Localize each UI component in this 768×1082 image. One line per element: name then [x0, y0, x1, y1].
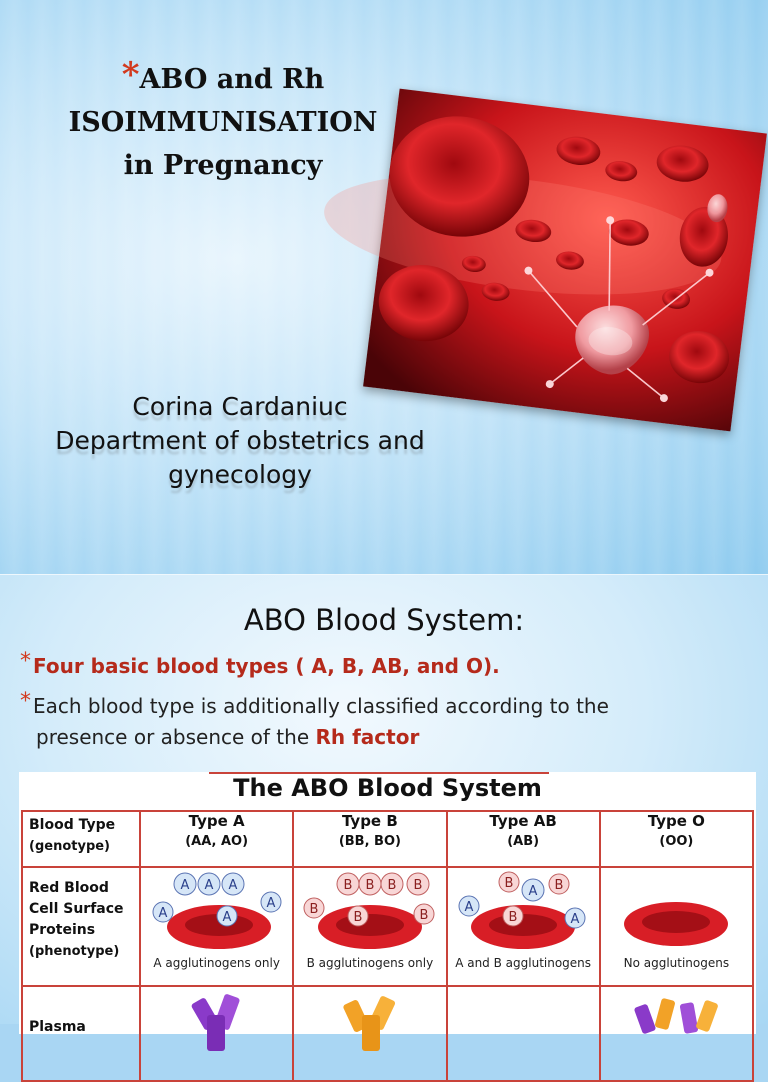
svg-text:B: B: [353, 910, 363, 925]
caption-type-b: B agglutinogens only: [306, 956, 434, 970]
col-type-ab-label: Type AB: [489, 812, 557, 830]
svg-text:A: A: [528, 884, 538, 899]
col-type-o-genotype: (OO): [659, 834, 694, 849]
title-line-3: in Pregnancy: [123, 150, 323, 181]
col-head-type-o: [600, 811, 753, 867]
svg-text:B: B: [343, 878, 353, 893]
col-type-a-genotype: (AA, AO): [185, 834, 249, 849]
slide-title: [40, 55, 406, 187]
bullet-rh-text-line2: presence or absence of the: [36, 725, 316, 749]
svg-text:A: A: [204, 878, 214, 893]
row-head-blood-type-line1: Blood Type: [29, 817, 116, 833]
abo-table-figure: [19, 772, 756, 1034]
cell-type-ab-rbc: [447, 867, 600, 986]
bullet-rh-factor: [20, 691, 609, 752]
col-type-ab-genotype: (AB): [507, 834, 540, 849]
row-head-plasma: [22, 986, 140, 1081]
col-type-b-genotype: (BB, BO): [338, 834, 401, 849]
title-line-2: ISOIMMUNISATION: [68, 107, 378, 138]
svg-text:A: A: [464, 900, 474, 915]
cell-type-o-rbc: [600, 867, 753, 986]
title-line-1: ABO and Rh: [139, 64, 325, 95]
svg-text:A: A: [222, 910, 232, 925]
blood-cells-illustration: [363, 89, 767, 432]
svg-text:B: B: [365, 878, 375, 893]
row-head-surface-proteins: [22, 867, 140, 986]
cell-type-a-plasma: [140, 986, 293, 1081]
svg-text:A: A: [266, 896, 276, 911]
row-head-blood-type-line2: (genotype): [29, 839, 111, 854]
col-type-o-label: Type O: [647, 812, 705, 830]
col-type-a-label: Type A: [188, 812, 245, 830]
svg-text:A: A: [228, 878, 238, 893]
abo-table: [21, 810, 754, 1082]
cell-type-o-plasma: [600, 986, 753, 1081]
anti-b-antibody-icon: [157, 991, 277, 1051]
rbc-no-antigens-icon: [606, 872, 746, 954]
cell-type-a-rbc: [140, 867, 293, 986]
caption-type-o: No agglutinogens: [623, 956, 730, 970]
rh-factor-highlight: Rh factor: [315, 725, 420, 749]
bullet-star: *: [20, 689, 31, 714]
row-head-plasma-label: Plasma: [29, 1019, 86, 1035]
table-title: The ABO Blood System: [233, 774, 542, 802]
svg-text:B: B: [554, 878, 564, 893]
row-head-rbc-line4: (phenotype): [29, 944, 120, 959]
anti-a-and-anti-b-antibody-icon: [616, 991, 736, 1051]
table-row-phenotype: [22, 867, 753, 986]
svg-text:B: B: [309, 902, 319, 917]
rbc-b-antigens-icon: [300, 872, 440, 954]
slide-heading: [0, 603, 768, 637]
cell-type-ab-plasma: [447, 986, 600, 1081]
svg-text:A: A: [158, 906, 168, 921]
bullet-star: *: [20, 649, 31, 674]
svg-text:B: B: [508, 910, 518, 925]
caption-type-a: A agglutinogens only: [153, 956, 280, 970]
department-line-1: Department of obstetrics and: [55, 426, 425, 455]
row-head-blood-type: [22, 811, 140, 867]
svg-text:B: B: [504, 876, 514, 891]
row-head-rbc-line2: Cell Surface: [29, 901, 124, 917]
abo-system-slide: [0, 575, 768, 1035]
col-head-type-ab: [447, 811, 600, 867]
row-head-rbc-line1: Red Blood: [29, 880, 109, 896]
caption-type-ab: A and B agglutinogens: [455, 956, 592, 970]
bullet-rh-text-line1: Each blood type is additionally classified according to the: [33, 694, 609, 718]
title-bullet-star: *: [121, 55, 140, 95]
blood-cells-image: [363, 89, 767, 432]
rbc-ab-antigens-icon: [453, 872, 593, 954]
anti-a-antibody-icon: [310, 991, 430, 1051]
table-row-genotype: [22, 811, 753, 867]
bullet-four-types: [20, 651, 500, 682]
bullet-four-types-text: Four basic blood types ( A, B, AB, and O).: [33, 654, 500, 678]
author-name: Corina Cardaniuc: [132, 392, 348, 421]
slide-heading-colon: :: [514, 603, 525, 637]
col-head-type-a: [140, 811, 293, 867]
svg-text:A: A: [180, 878, 190, 893]
svg-text:B: B: [413, 878, 423, 893]
svg-text:B: B: [419, 908, 429, 923]
cell-type-b-rbc: [293, 867, 446, 986]
slide-heading-text: ABO Blood System: [243, 603, 515, 637]
cell-type-b-plasma: [293, 986, 446, 1081]
col-head-type-b: [293, 811, 446, 867]
row-head-rbc-line3: Proteins: [29, 922, 96, 938]
svg-text:A: A: [570, 912, 580, 927]
department-line-2: gynecology: [168, 460, 312, 489]
col-type-b-label: Type B: [341, 812, 398, 830]
rbc-a-antigens-icon: [147, 872, 287, 954]
author-block: [20, 390, 460, 492]
table-row-plasma: [22, 986, 753, 1081]
svg-text:B: B: [387, 878, 397, 893]
